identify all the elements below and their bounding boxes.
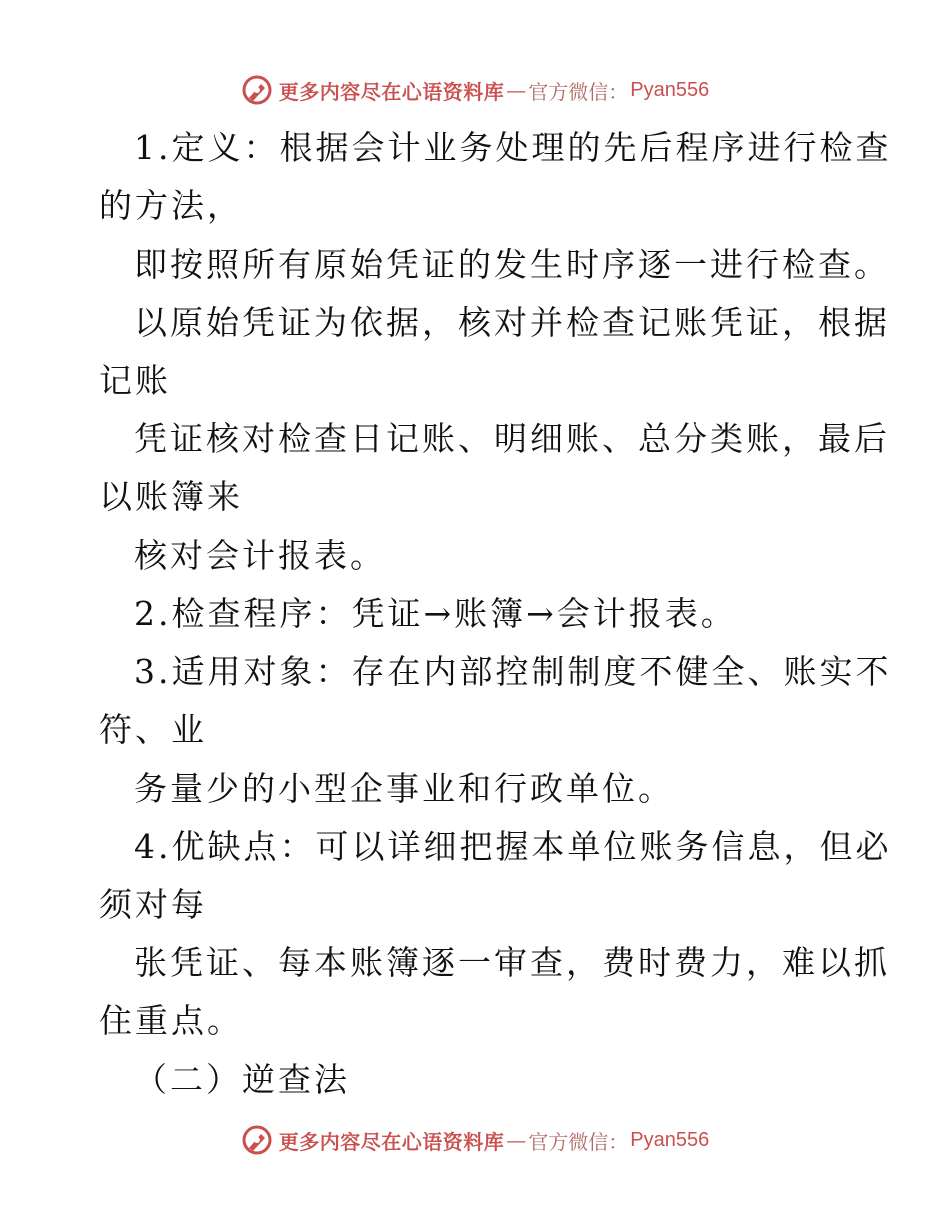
body-line-4: 以原始凭证为依据，核对并检查记账凭证，根据: [134, 303, 890, 342]
body-line-15: 张凭证、每本账簿逐一审查，费时费力，难以抓: [134, 943, 890, 982]
body-line-14: 须对每: [99, 885, 207, 924]
watermark-main-text: 更多内容尽在心语资料库: [278, 1129, 505, 1154]
watermark-id: Pyan556: [630, 78, 710, 101]
watermark-dash: —: [506, 1128, 527, 1152]
body-line-3: 即按照所有原始凭证的发生时序逐一进行检查。: [134, 245, 890, 284]
body-line-5: 记账: [99, 361, 171, 400]
section-heading: （二）逆查法: [134, 1060, 350, 1099]
body-line-11: 符、业: [99, 710, 207, 749]
watermark-dash: —: [506, 78, 527, 102]
body-line-2: 的方法，: [99, 186, 243, 225]
body-line-10: 3.适用对象：存在内部控制制度不健全、账实不: [134, 652, 892, 691]
header-watermark: [0, 70, 950, 110]
body-line-7: 以账簿来: [99, 477, 243, 516]
watermark-main-text: 更多内容尽在心语资料库: [278, 79, 505, 104]
body-line-16: 住重点。: [99, 1001, 243, 1040]
pen-logo-icon: [241, 74, 273, 106]
body-line-8: 核对会计报表。: [134, 536, 386, 575]
body-line-6: 凭证核对检查日记账、明细账、总分类账，最后: [134, 419, 890, 458]
footer-watermark: [0, 1120, 950, 1160]
pen-logo-icon: [241, 1124, 273, 1156]
watermark-id: Pyan556: [630, 1128, 710, 1151]
watermark-label: 官方微信：: [528, 1129, 629, 1154]
body-line-13: 4.优缺点：可以详细把握本单位账务信息，但必: [134, 827, 892, 866]
body-line-12: 务量少的小型企事业和行政单位。: [134, 769, 674, 808]
body-line-9: 2.检查程序：凭证→账簿→会计报表。: [134, 594, 737, 633]
watermark-label: 官方微信：: [528, 79, 629, 104]
body-line-1: 1.定义：根据会计业务处理的先后程序进行检查: [134, 128, 892, 167]
